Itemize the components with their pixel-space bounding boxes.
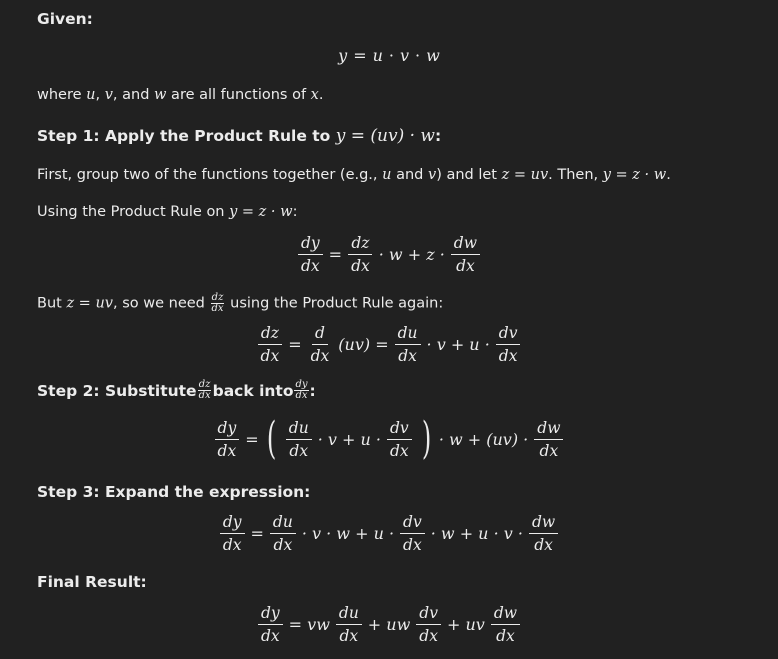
text: using the Product Rule again: (225, 295, 444, 312)
eq-term: = vw (288, 615, 330, 634)
var-v: v (427, 167, 437, 183)
equals: = (245, 429, 259, 449)
eq-term: = (353, 46, 367, 65)
var-u: u (382, 167, 392, 183)
fraction: $\frac{dy}{dx}$ (258, 604, 283, 645)
eq-term: u (372, 46, 383, 65)
text: : (292, 204, 298, 220)
equals: = (328, 245, 343, 264)
step2-heading-text: Step 2: Substitute (37, 381, 197, 400)
eq-term: · (388, 46, 394, 65)
fraction: $\frac{du}{dx}$ (270, 513, 296, 554)
equals: = (250, 524, 264, 543)
step2-heading-text: back into (212, 381, 294, 400)
fraction: $\frac{dy}{dx}$ (215, 419, 240, 460)
eq-term: (uv) = (338, 335, 389, 354)
fraction: $\frac{du}{dx}$ (336, 604, 362, 645)
eq-term: · w + u · v · (430, 524, 523, 543)
main-equation (0, 46, 778, 65)
equation-1 (0, 234, 778, 275)
eq-term: · (415, 46, 421, 65)
close-paren: ) (421, 413, 431, 464)
eq-term: · w + (uv) · (438, 429, 529, 449)
step2-heading (37, 380, 316, 401)
step1-heading-end: : (434, 127, 442, 145)
eq-term: · v + u · (317, 429, 381, 449)
var-x: x (310, 87, 319, 103)
final-heading: Final Result: (37, 573, 147, 591)
fraction: $\frac{dw}{dx}$ (451, 234, 480, 275)
var-v: v (104, 87, 113, 103)
first-line (37, 167, 671, 183)
text: where (37, 87, 87, 103)
eq-term: · w + z · (378, 245, 445, 264)
step3-heading: Step 3: Expand the expression: (37, 483, 311, 501)
equation-4 (0, 513, 778, 554)
eq-term: + uw (367, 615, 411, 634)
eq-term: · v + u · (426, 335, 490, 354)
fraction: $\frac{du}{dx}$ (395, 324, 421, 365)
but-math: z = uv (66, 295, 113, 312)
fraction: $\frac{dw}{dx}$ (529, 513, 558, 554)
fraction: $\frac{du}{dx}$ (286, 419, 312, 460)
step1-heading (37, 126, 441, 146)
small-fraction: $\frac{dz}{dx}$ (211, 292, 224, 314)
small-fraction: $\frac{dz}{dx}$ (198, 379, 211, 401)
text: , so we need (112, 295, 210, 312)
where-line (37, 87, 323, 103)
fraction: $\frac{dv}{dx}$ (416, 604, 441, 645)
step1-heading-text: Step 1: Apply the Product Rule to (37, 127, 336, 145)
text: ) and let (436, 167, 502, 183)
eq-term: v (400, 46, 410, 65)
fraction: $\frac{d}{dx}$ (310, 324, 330, 365)
using-line (37, 204, 297, 220)
fraction: $\frac{dz}{dx}$ (258, 324, 283, 365)
step2-heading-end: : (309, 381, 316, 400)
equation-3 (0, 413, 778, 464)
text: . Then, (548, 167, 603, 183)
eq-term: + uv (446, 615, 485, 634)
var-u: u (86, 87, 96, 103)
final-equation (0, 604, 778, 645)
text: Using the Product Rule on (37, 204, 230, 220)
fraction: $\frac{dv}{dx}$ (496, 324, 521, 365)
fraction: $\frac{dv}{dx}$ (387, 419, 412, 460)
eq-term: y (338, 46, 348, 65)
eq-term: w (426, 46, 440, 65)
text: and (391, 167, 428, 183)
small-fraction: $\frac{dy}{dx}$ (295, 379, 308, 401)
z-equation: z = uv (501, 167, 549, 183)
fraction: $\frac{dv}{dx}$ (400, 513, 425, 554)
y-equation: y = z · w (602, 167, 667, 183)
var-w: w (154, 87, 167, 103)
text: , and (112, 87, 155, 103)
text: , (95, 87, 105, 103)
open-paren: ( (266, 413, 276, 464)
text: are all functions of (166, 87, 311, 103)
fraction: $\frac{dy}{dx}$ (298, 234, 323, 275)
given-heading: Given: (37, 10, 93, 28)
text: But (37, 295, 67, 312)
fraction: $\frac{dz}{dx}$ (348, 234, 373, 275)
using-math: y = z · w (229, 204, 293, 220)
equals: = (288, 335, 302, 354)
but-line (37, 293, 443, 314)
fraction: $\frac{dw}{dx}$ (534, 419, 563, 460)
text: . (318, 87, 324, 103)
step1-heading-math: y = (uv) · w (335, 126, 435, 146)
eq-term: · v · w + u · (301, 524, 395, 543)
fraction: $\frac{dw}{dx}$ (491, 604, 520, 645)
equation-2 (0, 324, 778, 365)
text: . (666, 167, 671, 183)
text: First, group two of the functions together (e.g., (37, 167, 383, 183)
fraction: $\frac{dy}{dx}$ (220, 513, 245, 554)
